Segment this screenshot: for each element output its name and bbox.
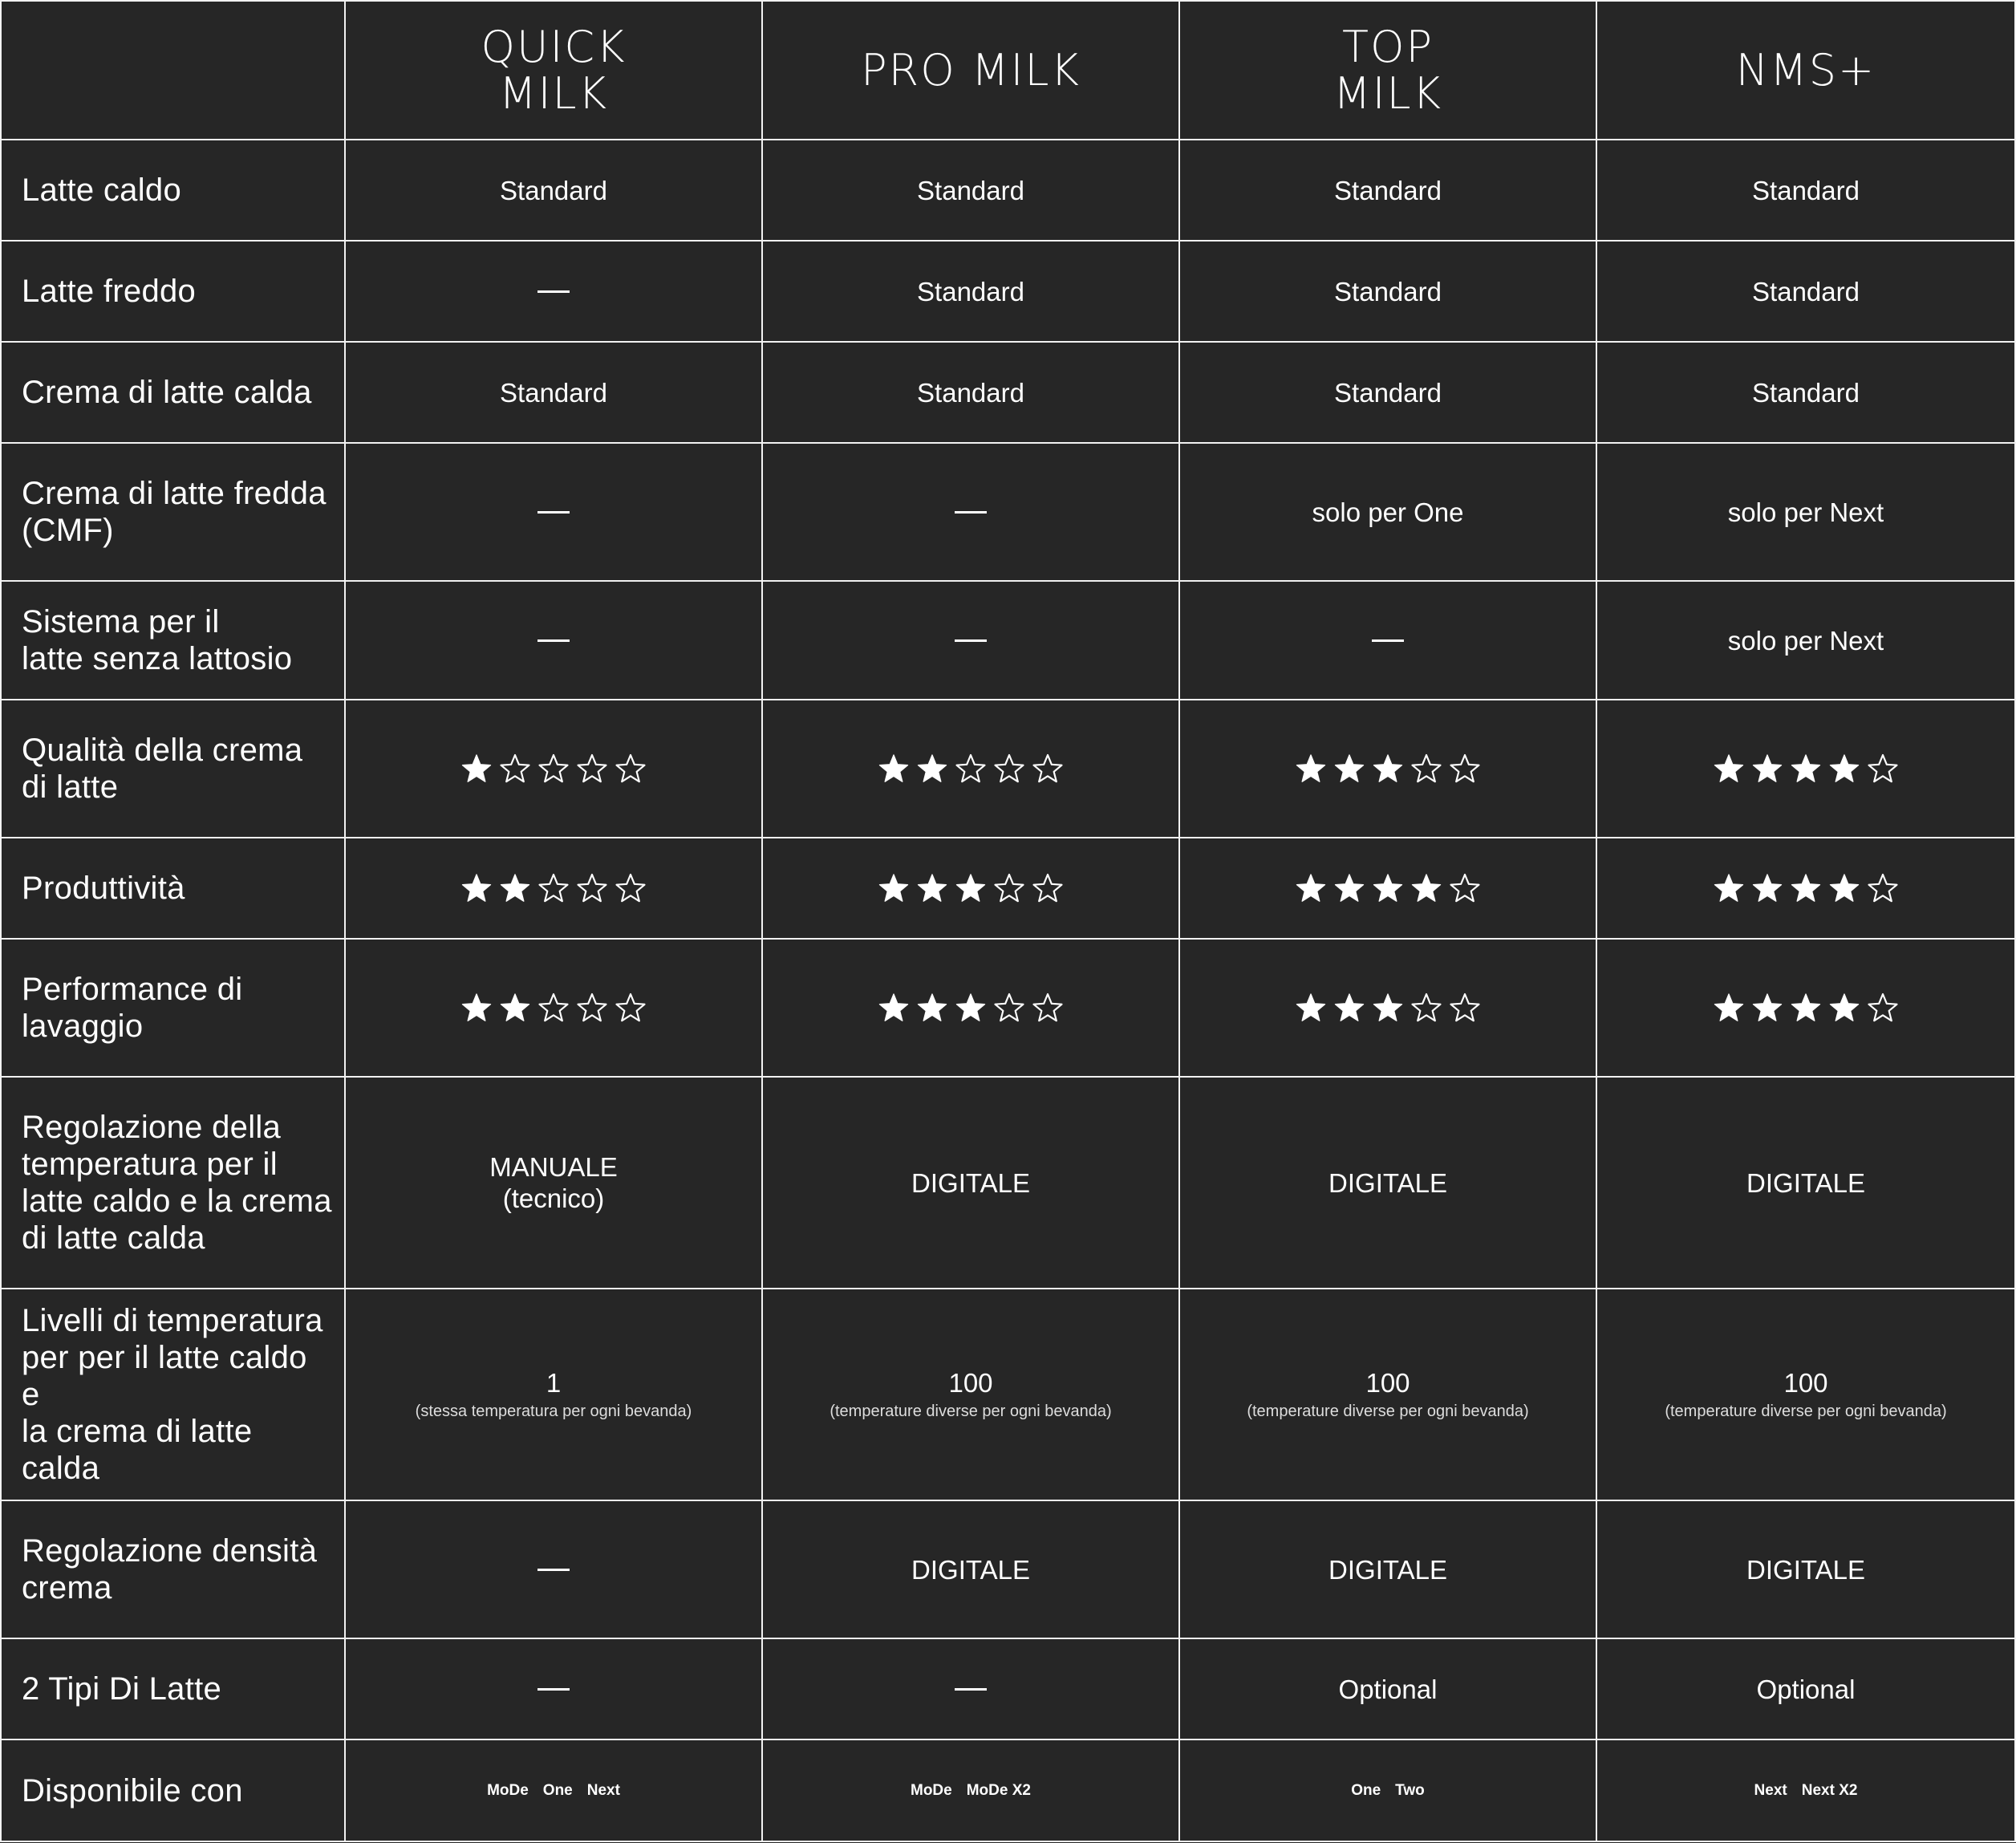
star-filled-icon — [1333, 753, 1365, 785]
column-header — [1180, 0, 1597, 140]
table-cell — [763, 1501, 1180, 1639]
row-label: Regolazione densità crema — [0, 1501, 346, 1639]
table-cell — [1180, 242, 1597, 343]
star-filled-icon — [1333, 992, 1365, 1024]
table-cell — [1597, 444, 2016, 582]
level-note: (temperature diverse per ogni bevanda) — [830, 1403, 1112, 1420]
table-cell — [1180, 582, 1597, 700]
table-cell — [1180, 444, 1597, 582]
star-filled-icon — [460, 872, 493, 904]
star-filled-icon — [1790, 992, 1822, 1024]
dash-indicator — [537, 290, 570, 293]
star-outline-icon — [1867, 872, 1899, 904]
cell-value: solo per Next — [1727, 625, 1884, 656]
star-outline-icon — [1032, 992, 1064, 1024]
level-value: 100 — [1783, 1368, 1828, 1398]
star-filled-icon — [1333, 872, 1365, 904]
star-filled-icon — [1295, 992, 1327, 1024]
table-cell — [1597, 1078, 2016, 1289]
cell-value: DIGITALE — [911, 1554, 1030, 1585]
cell-value: Standard — [1334, 276, 1442, 306]
table-cell — [346, 838, 763, 940]
table-cell — [346, 582, 763, 700]
cell-value: Optional — [1756, 1674, 1856, 1704]
row-label: Sistema per il latte senza lattosio — [0, 582, 346, 700]
star-filled-icon — [1372, 992, 1404, 1024]
star-outline-icon — [1449, 992, 1481, 1024]
row-label: Crema di latte fredda (CMF) — [0, 444, 346, 582]
star-filled-icon — [1790, 872, 1822, 904]
star-outline-icon — [1410, 992, 1442, 1024]
star-filled-icon — [1751, 992, 1783, 1024]
cell-value: DIGITALE — [1746, 1554, 1865, 1585]
star-filled-icon — [955, 992, 987, 1024]
star-rating — [1295, 992, 1481, 1024]
table-cell — [1597, 242, 2016, 343]
cell-value: Optional — [1338, 1674, 1438, 1704]
table-cell — [346, 700, 763, 838]
machine-name: MoDe X2 — [966, 1781, 1031, 1799]
table-cell — [346, 1639, 763, 1740]
table-cell — [763, 1289, 1180, 1501]
cell-value: Standard — [500, 377, 607, 408]
table-cell — [346, 1501, 763, 1639]
table-cell — [346, 140, 763, 242]
table-cell — [346, 940, 763, 1078]
star-outline-icon — [576, 872, 608, 904]
row-label: Disponibile con — [0, 1740, 346, 1842]
row-label: Regolazione della temperatura per il latte caldo e la crema di latte calda — [0, 1078, 346, 1289]
star-filled-icon — [499, 872, 531, 904]
table-cell — [763, 1639, 1180, 1740]
dash-indicator — [955, 511, 987, 514]
level-value: 1 — [546, 1368, 562, 1398]
star-outline-icon — [1032, 753, 1064, 785]
cell-value: Standard — [1752, 377, 1860, 408]
dash-indicator — [955, 1688, 987, 1691]
table-cell — [1597, 343, 2016, 444]
star-outline-icon — [993, 992, 1025, 1024]
machine-name: One — [1351, 1781, 1381, 1799]
star-filled-icon — [1295, 872, 1327, 904]
row-label: Qualità della crema di latte — [0, 700, 346, 838]
cell-value: MANUALE (tecnico) — [489, 1152, 618, 1213]
cell-value: Standard — [1334, 175, 1442, 205]
table-cell — [1180, 940, 1597, 1078]
table-cell — [1597, 1639, 2016, 1740]
star-outline-icon — [1449, 872, 1481, 904]
dash-indicator — [1372, 639, 1404, 642]
table-cell — [1180, 343, 1597, 444]
star-filled-icon — [878, 753, 910, 785]
cell-value: Standard — [1752, 276, 1860, 306]
column-header-label: QUICK MILK — [481, 21, 627, 119]
star-rating — [460, 753, 647, 785]
star-outline-icon — [1867, 753, 1899, 785]
dash-indicator — [537, 1569, 570, 1571]
availability-list — [1351, 1782, 1425, 1800]
star-filled-icon — [1828, 872, 1860, 904]
dash-indicator — [537, 1688, 570, 1691]
table-cell — [763, 343, 1180, 444]
star-outline-icon — [1410, 753, 1442, 785]
table-cell — [763, 940, 1180, 1078]
availability-list — [487, 1782, 620, 1800]
availability-list — [911, 1782, 1031, 1800]
star-filled-icon — [499, 992, 531, 1024]
cell-value: solo per Next — [1727, 497, 1884, 527]
column-header — [346, 0, 763, 140]
cell-value: solo per One — [1312, 497, 1464, 527]
cell-value: DIGITALE — [1746, 1167, 1865, 1198]
cell-value: Standard — [917, 276, 1024, 306]
star-rating — [460, 872, 647, 904]
table-cell — [346, 343, 763, 444]
table-cell — [1597, 940, 2016, 1078]
table-cell — [1180, 1078, 1597, 1289]
star-filled-icon — [460, 753, 493, 785]
table-cell — [1597, 582, 2016, 700]
star-outline-icon — [537, 872, 570, 904]
column-header-label: TOP MILK — [1333, 21, 1442, 119]
star-filled-icon — [1713, 753, 1745, 785]
column-header-label: PRO MILK — [861, 44, 1081, 95]
level-note: (temperature diverse per ogni bevanda) — [1247, 1403, 1529, 1420]
star-rating — [878, 872, 1064, 904]
table-cell — [1597, 1289, 2016, 1501]
dash-indicator — [537, 511, 570, 514]
level-note: (stessa temperatura per ogni bevanda) — [415, 1403, 692, 1420]
row-label: Livelli di temperatura per per il latte caldo e la crema di latte calda — [0, 1289, 346, 1501]
table-cell — [1597, 700, 2016, 838]
star-outline-icon — [993, 872, 1025, 904]
star-filled-icon — [1295, 753, 1327, 785]
star-outline-icon — [537, 992, 570, 1024]
machine-name: Two — [1395, 1781, 1425, 1799]
cell-value: DIGITALE — [1328, 1167, 1447, 1198]
table-cell — [763, 1740, 1180, 1842]
table-cell — [346, 444, 763, 582]
table-cell — [346, 242, 763, 343]
table-cell — [763, 838, 1180, 940]
star-filled-icon — [916, 992, 948, 1024]
star-filled-icon — [1372, 753, 1404, 785]
star-filled-icon — [1828, 753, 1860, 785]
star-filled-icon — [1751, 753, 1783, 785]
table-cell — [763, 242, 1180, 343]
table-cell — [346, 1078, 763, 1289]
level-value: 100 — [948, 1368, 993, 1398]
machine-name: MoDe — [911, 1781, 952, 1799]
machine-name: MoDe — [487, 1781, 529, 1799]
row-label: Performance di lavaggio — [0, 940, 346, 1078]
star-rating — [1713, 872, 1899, 904]
machine-name: One — [542, 1781, 573, 1799]
row-label: Produttività — [0, 838, 346, 940]
star-outline-icon — [1867, 992, 1899, 1024]
table-cell — [1597, 1501, 2016, 1639]
column-header — [1597, 0, 2016, 140]
table-cell — [763, 1078, 1180, 1289]
temperature-level — [1247, 1367, 1528, 1422]
row-label: 2 Tipi Di Latte — [0, 1639, 346, 1740]
cell-value: DIGITALE — [911, 1167, 1030, 1198]
dash-indicator — [537, 639, 570, 642]
star-filled-icon — [1372, 872, 1404, 904]
star-rating — [1713, 992, 1899, 1024]
column-header — [763, 0, 1180, 140]
cell-value: Standard — [500, 175, 607, 205]
star-outline-icon — [955, 753, 987, 785]
table-cell — [1597, 140, 2016, 242]
temperature-level — [830, 1367, 1111, 1422]
table-cell — [346, 1740, 763, 1842]
star-filled-icon — [878, 872, 910, 904]
table-cell — [763, 700, 1180, 838]
star-rating — [1295, 753, 1481, 785]
star-filled-icon — [878, 992, 910, 1024]
row-label: Crema di latte calda — [0, 343, 346, 444]
table-cell — [1597, 1740, 2016, 1842]
table-cell — [1180, 140, 1597, 242]
star-rating — [878, 753, 1064, 785]
table-cell — [1180, 1639, 1597, 1740]
temperature-level — [1665, 1367, 1946, 1422]
star-filled-icon — [1713, 992, 1745, 1024]
level-value: 100 — [1365, 1368, 1410, 1398]
star-outline-icon — [993, 753, 1025, 785]
star-outline-icon — [576, 753, 608, 785]
table-cell — [1180, 700, 1597, 838]
cell-value: DIGITALE — [1328, 1554, 1447, 1585]
table-cell — [763, 582, 1180, 700]
table-cell — [1180, 1289, 1597, 1501]
table-cell — [763, 140, 1180, 242]
star-outline-icon — [615, 992, 647, 1024]
star-rating — [1295, 872, 1481, 904]
table-cell — [1180, 838, 1597, 940]
machine-name: Next — [586, 1781, 620, 1799]
machine-name: Next X2 — [1801, 1781, 1858, 1799]
cell-value: Standard — [917, 175, 1024, 205]
table-cell — [1597, 838, 2016, 940]
star-filled-icon — [460, 992, 493, 1024]
header-empty-cell — [0, 0, 346, 140]
table-cell — [1180, 1501, 1597, 1639]
star-outline-icon — [537, 753, 570, 785]
star-outline-icon — [1032, 872, 1064, 904]
star-outline-icon — [499, 753, 531, 785]
star-outline-icon — [615, 753, 647, 785]
star-rating — [878, 992, 1064, 1024]
star-outline-icon — [615, 872, 647, 904]
table-cell — [763, 444, 1180, 582]
cell-value: Standard — [917, 377, 1024, 408]
row-label: Latte caldo — [0, 140, 346, 242]
star-filled-icon — [916, 872, 948, 904]
star-filled-icon — [1410, 872, 1442, 904]
star-filled-icon — [1828, 992, 1860, 1024]
table-cell — [1180, 1740, 1597, 1842]
star-outline-icon — [1449, 753, 1481, 785]
row-label: Latte freddo — [0, 242, 346, 343]
temperature-level — [416, 1367, 692, 1422]
table-cell — [346, 1289, 763, 1501]
cell-value: Standard — [1334, 377, 1442, 408]
star-rating — [1713, 753, 1899, 785]
star-filled-icon — [1790, 753, 1822, 785]
cell-value: Standard — [1752, 175, 1860, 205]
dash-indicator — [955, 639, 987, 642]
availability-list — [1754, 1782, 1858, 1800]
star-filled-icon — [916, 753, 948, 785]
star-rating — [460, 992, 647, 1024]
star-filled-icon — [955, 872, 987, 904]
star-outline-icon — [576, 992, 608, 1024]
star-filled-icon — [1751, 872, 1783, 904]
level-note: (temperature diverse per ogni bevanda) — [1665, 1403, 1947, 1420]
star-filled-icon — [1713, 872, 1745, 904]
machine-name: Next — [1754, 1781, 1787, 1799]
column-header-label: NMS+ — [1735, 44, 1876, 95]
